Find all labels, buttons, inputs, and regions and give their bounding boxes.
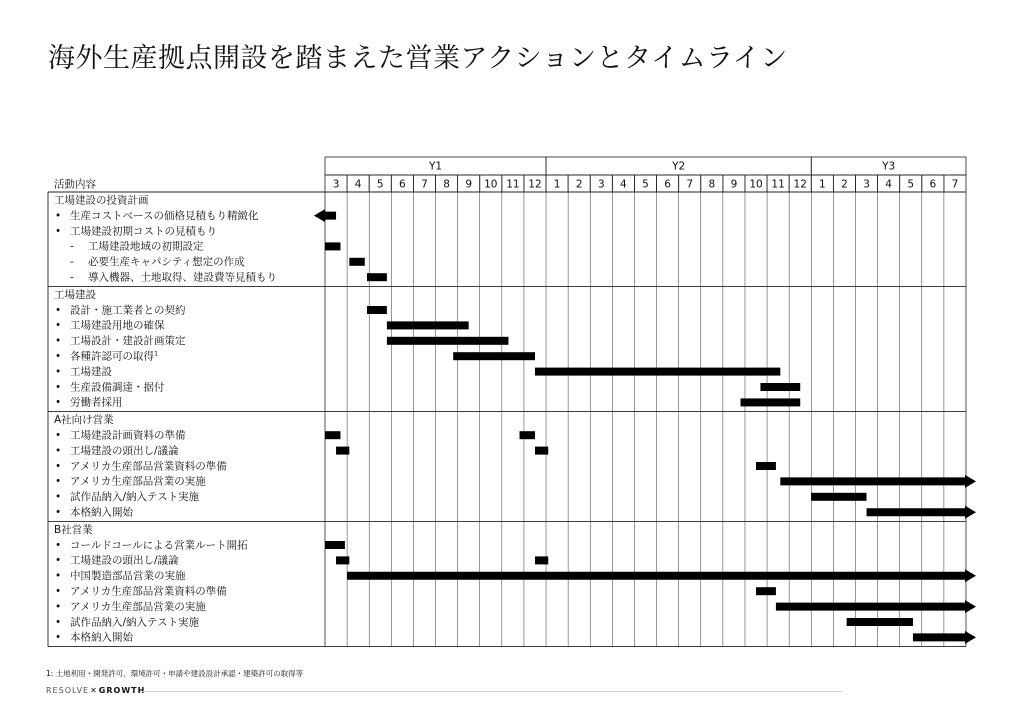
month-label: 8	[443, 178, 450, 191]
footnote: 1: 土地利用・開発許可、環境許可・申請や建設設計承認・建築許可の取得等	[46, 669, 304, 678]
month-label: 4	[354, 178, 362, 191]
row-label: アメリカ生産部品営業資料の準備	[70, 460, 227, 473]
month-label: 1	[818, 178, 826, 191]
row-label: 中国製造部品営業の実施	[70, 570, 186, 583]
month-label: 10	[749, 178, 763, 191]
row-label: 工場建設	[70, 365, 112, 378]
month-label: 9	[730, 178, 738, 191]
year-label: Y3	[882, 160, 896, 173]
gantt-bar	[453, 352, 535, 360]
month-label: 5	[907, 178, 915, 191]
row-bullet: •	[55, 225, 62, 238]
year-label: Y1	[428, 160, 443, 173]
row-bullet: •	[55, 319, 62, 332]
gantt-bar	[336, 556, 349, 564]
logo-text-resolve: RESOLVE	[46, 686, 90, 695]
row-label: 工場建設初期コストの見積もり	[70, 225, 217, 238]
gantt-bar-arrow	[347, 569, 976, 582]
month-label: 2	[575, 178, 583, 191]
gantt-bar-arrow	[780, 475, 976, 488]
row-bullet: •	[55, 631, 62, 644]
month-label: 4	[620, 178, 627, 191]
gantt-bar	[325, 242, 340, 250]
group-title: 工場建設の投資計画	[54, 194, 149, 207]
gantt-bar	[535, 447, 548, 455]
row-bullet: •	[55, 616, 62, 629]
gantt-bar	[535, 556, 548, 564]
row-bullet: •	[55, 396, 62, 409]
activity-header: 活動内容	[54, 178, 96, 191]
row-bullet: •	[55, 335, 62, 348]
row-bullet: -	[70, 271, 74, 284]
month-label: 12	[793, 178, 807, 191]
gantt-bar	[367, 306, 387, 314]
logo-text-growth: GROWTH	[98, 686, 146, 695]
month-label: 7	[951, 178, 959, 191]
group-title: A社向け営業	[54, 414, 114, 427]
row-label: 工場建設の頭出し/議論	[70, 554, 179, 567]
logo	[46, 686, 145, 695]
gantt-bar	[387, 321, 469, 329]
row-label: 工場建設計画資料の準備	[70, 429, 186, 442]
row-label: 各種許認可の取得$^1$	[70, 349, 159, 363]
row-label: アメリカ生産部品営業の実施	[70, 475, 206, 488]
month-label: 3	[332, 178, 340, 191]
gantt-bar	[349, 258, 364, 266]
row-label: 設計・施工業者との契約	[70, 304, 186, 317]
month-label: 7	[421, 178, 428, 191]
month-label: 3	[863, 178, 870, 191]
month-label: 5	[642, 178, 649, 191]
row-bullet: •	[55, 365, 62, 378]
row-bullet: -	[70, 240, 74, 253]
gantt-bar	[535, 368, 780, 376]
month-label: 5	[376, 178, 384, 191]
row-bullet: •	[55, 491, 62, 504]
gantt-bar	[387, 337, 509, 345]
row-label: アメリカ生産部品営業の実施	[70, 600, 206, 613]
page-title: 海外生産拠点開設を踏まえた営業アクションとタイムライン	[48, 43, 788, 74]
row-label: コールドコールによる営業ルート開拓	[70, 539, 248, 552]
month-label: 11	[771, 178, 785, 191]
gantt-bar	[520, 431, 535, 439]
logo-mark-icon: ✕	[90, 686, 98, 695]
gantt-bar	[325, 431, 340, 439]
month-label: 6	[929, 178, 937, 191]
row-bullet: •	[55, 350, 62, 363]
row-bullet: •	[55, 585, 62, 598]
row-label: 生産設備調達・据付	[70, 381, 165, 394]
row-label: 工場建設の頭出し/議論	[70, 444, 179, 457]
gantt-bar	[367, 273, 387, 281]
row-label: 本格納入開始	[70, 631, 133, 644]
row-bullet: •	[55, 429, 62, 442]
month-label: 11	[506, 178, 520, 191]
row-label: 労働者採用	[70, 396, 123, 409]
year-label: Y2	[672, 160, 686, 173]
month-label: 4	[885, 178, 892, 191]
row-label: 工場建設用地の確保	[70, 319, 165, 332]
month-label: 6	[664, 178, 671, 191]
row-bullet: •	[55, 600, 62, 613]
row-bullet: -	[70, 256, 74, 269]
row-label: 必要生産キャパシティ想定の作成	[88, 256, 245, 269]
gantt-bar	[756, 587, 776, 595]
row-label: 本格納入開始	[70, 506, 133, 519]
gantt-bar-arrow	[776, 600, 976, 613]
row-label: アメリカ生産部品営業資料の準備	[70, 585, 227, 598]
row-bullet: •	[55, 209, 62, 222]
row-bullet: •	[55, 460, 62, 473]
row-bullet: •	[55, 304, 62, 317]
gantt-bar	[336, 447, 349, 455]
row-bullet: •	[55, 506, 62, 519]
month-label: 3	[597, 178, 605, 191]
month-label: 12	[528, 178, 542, 191]
month-label: 1	[553, 178, 561, 191]
gantt-bar-arrow	[867, 506, 976, 519]
footer-divider	[140, 691, 842, 692]
gantt-bar	[811, 493, 866, 501]
month-label: 7	[686, 178, 694, 191]
group-title: 工場建設	[54, 288, 96, 301]
row-bullet: •	[55, 539, 62, 552]
month-label: 10	[484, 178, 498, 191]
row-bullet: •	[55, 381, 62, 394]
footnote-ref: 1	[154, 349, 159, 358]
month-label: 6	[399, 178, 406, 191]
gantt-bar	[756, 462, 776, 470]
row-bullet: •	[55, 475, 62, 488]
row-label: 導入機器、土地取得、建設費等見積もり	[88, 271, 277, 284]
gantt-bar-arrow	[913, 631, 976, 644]
gantt-bar	[741, 398, 801, 406]
row-label: 工場建設地域の初期設定	[88, 240, 204, 253]
month-label: 2	[841, 178, 848, 191]
row-bullet: •	[55, 554, 62, 567]
row-bullet: •	[55, 444, 62, 457]
row-bullet: •	[55, 570, 62, 583]
gantt-bar	[325, 541, 345, 549]
month-label: 9	[465, 178, 473, 191]
gantt-bar	[760, 383, 800, 391]
gantt-bar	[847, 618, 913, 626]
group-title: B社営業	[54, 523, 93, 536]
month-label: 8	[708, 178, 716, 191]
row-label: 生産コストベースの価格見積もり精緻化	[70, 209, 259, 222]
row-label: 試作品納入/納入テスト実施	[70, 491, 200, 504]
row-label: 試作品納入/納入テスト実施	[70, 616, 200, 629]
row-label: 工場設計・建設計画策定	[70, 335, 186, 348]
